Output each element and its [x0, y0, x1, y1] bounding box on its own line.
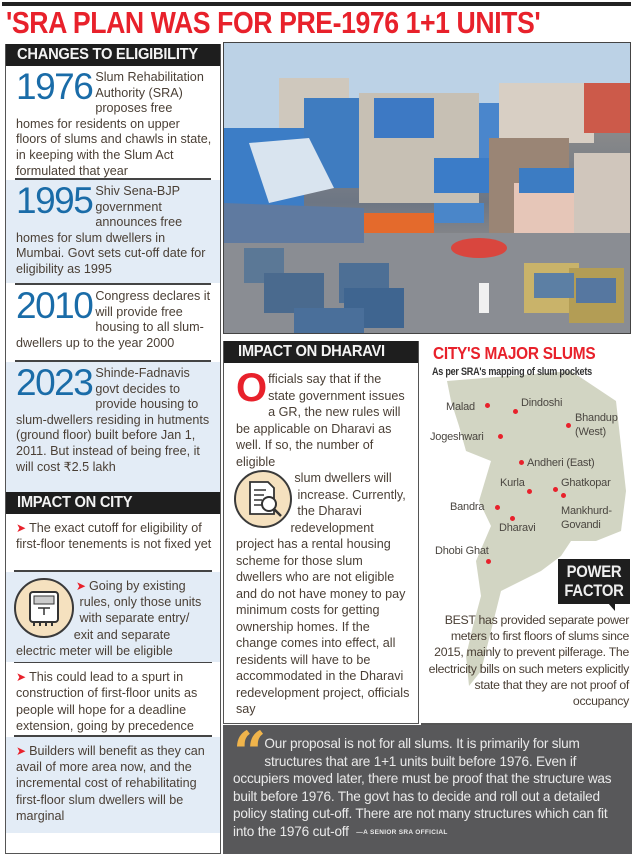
impact-dharavi-header: IMPACT ON DHARAVI	[224, 341, 418, 363]
map-label-malad: Malad	[446, 401, 475, 413]
map-title: CITY'S MAJOR SLUMS	[433, 343, 596, 363]
timeline-entry-2023	[6, 362, 220, 492]
year-label: 2023	[16, 362, 93, 403]
entry-text: Shinde-Fadnavis govt decides to provide housing to slum-dwellers residing in hutments (ground floor) built before Jan 1, 2011. But instead of being free, it will cost ₹2.5 lakh	[16, 366, 210, 474]
map-label-dhobi-ghat: Dhobi Ghat	[435, 545, 489, 557]
timeline-entry-2010	[6, 285, 220, 360]
quote-mark-icon: “	[233, 719, 261, 787]
list-item: ➤ Builders will benefit as they can avail of more area now, and the incremental cost of rehabilitating first-floor slum dwellers will be marginal	[6, 737, 220, 833]
power-factor-text: BEST has provided separate power meters to first floors of slums since 2015, mainly to prevent pilferage. The electricity bills on such meters explicitly state that they are not proof of occupancy	[428, 613, 629, 709]
timeline-entry-1976	[6, 66, 220, 178]
arrow-bullet-icon: ➤	[16, 670, 27, 684]
left-column	[5, 44, 221, 854]
drop-cap: O	[236, 366, 268, 410]
map-label-govandi: Govandi	[561, 519, 601, 531]
list-item: ➤ This could lead to a spurt in construction of first-floor units as people will hope for a deadline extension, going by precedence	[16, 670, 198, 734]
impact-dharavi-section	[223, 341, 419, 724]
list-item: ➤ The exact cutoff for eligibility of first-floor tenements is not fixed yet	[16, 521, 212, 552]
year-label: 2010	[16, 285, 93, 326]
impact-dharavi-text: Officials say that if the state government issues a GR, the new rules will be applicable on Dharavi as well. If so, the number of eligible slum dwellers will increase. Currently, the Dharavi redevelopment project has a rental housing scheme for those slum dwellers who are not eligible and do not have money to pay minimum costs for getting ownership homes. If the change comes into effect, all residents will have to be accommodated in the Dharavi redevelopment project, officials say	[236, 366, 410, 716]
map-label-mankhurd: Mankhurd-	[561, 505, 612, 517]
list-item: ➤ Going by existing rules, only those units with separate entry/ exit and separate electric meter will be eligible	[6, 572, 220, 662]
map-label-bhandup: Bhandup	[575, 412, 618, 424]
map-label-jogeshwari: Jogeshwari	[430, 431, 484, 443]
map-pin-icon	[561, 493, 566, 498]
timeline-entry-1995	[6, 180, 220, 283]
map-label-kurla: Kurla	[500, 477, 525, 489]
map-pin-icon	[485, 403, 490, 408]
impact-city-list	[6, 514, 220, 833]
year-label: 1995	[16, 180, 93, 221]
slum-photo	[223, 42, 631, 334]
impact-city-header: IMPACT ON CITY	[6, 492, 220, 514]
quote-attribution: —A SENIOR SRA OFFICIAL	[356, 828, 448, 836]
document-search-icon	[234, 470, 292, 528]
map-pin-icon	[510, 516, 515, 521]
arrow-bullet-icon: ➤	[16, 743, 27, 758]
map-pin-icon	[486, 559, 491, 564]
eligibility-header: CHANGES TO ELIGIBILITY	[6, 44, 220, 66]
map-label-bhandup-west: (West)	[575, 426, 606, 438]
speech-tail	[608, 603, 615, 611]
map-label-bandra: Bandra	[450, 501, 485, 513]
map-pin-icon	[553, 487, 558, 492]
power-factor-badge: POWER FACTOR	[558, 559, 630, 604]
quote-box	[223, 719, 632, 854]
slum-photo-illustration	[224, 43, 631, 334]
arrow-bullet-icon: ➤	[75, 578, 86, 593]
map-pin-icon	[498, 434, 503, 439]
map-label-andheri-east: Andheri (East)	[527, 457, 595, 469]
map-label-dharavi: Dharavi	[499, 522, 536, 534]
map-pin-icon	[519, 460, 524, 465]
headline: 'SRA PLAN WAS FOR PRE-1976 1+1 UNITS'	[6, 5, 541, 40]
electric-meter-icon	[14, 578, 74, 638]
map-pin-icon	[513, 409, 518, 414]
map-pin-icon	[566, 423, 571, 428]
map-pin-icon	[495, 505, 500, 510]
map-pin-icon	[527, 489, 532, 494]
map-label-dindoshi: Dindoshi	[521, 397, 563, 409]
entry-text: Congress declares it will provide free housing to all slum-dwellers up to the year 2000	[16, 289, 211, 350]
entry-text: Shiv Sena-BJP government announces free homes for slum dwellers in Mumbai. Govt sets cut-off date for eligibility as 1995	[16, 184, 206, 276]
arrow-bullet-icon: ➤	[16, 521, 27, 535]
quote-text: Our proposal is not for all slums. It is primarily for slum structures that are 1+1 units built before 1976. Even if occupiers moved later, there must be proof that the structure was built before 1976. The govt has to decide and roll out a detailed policy stating cut-off. There are not many structures which can fit into the 1976 cut-off	[233, 736, 612, 839]
map-label-ghatkopar: Ghatkopar	[561, 477, 611, 489]
entry-text: Slum Rehabilitation Authority (SRA) proposes free homes for residents on upper floors of slums and chawls in state, in keeping with the Slum Act formulated that year	[16, 70, 212, 178]
year-label: 1976	[16, 66, 93, 107]
map-subtitle: As per SRA's mapping of slum pockets	[432, 366, 592, 378]
